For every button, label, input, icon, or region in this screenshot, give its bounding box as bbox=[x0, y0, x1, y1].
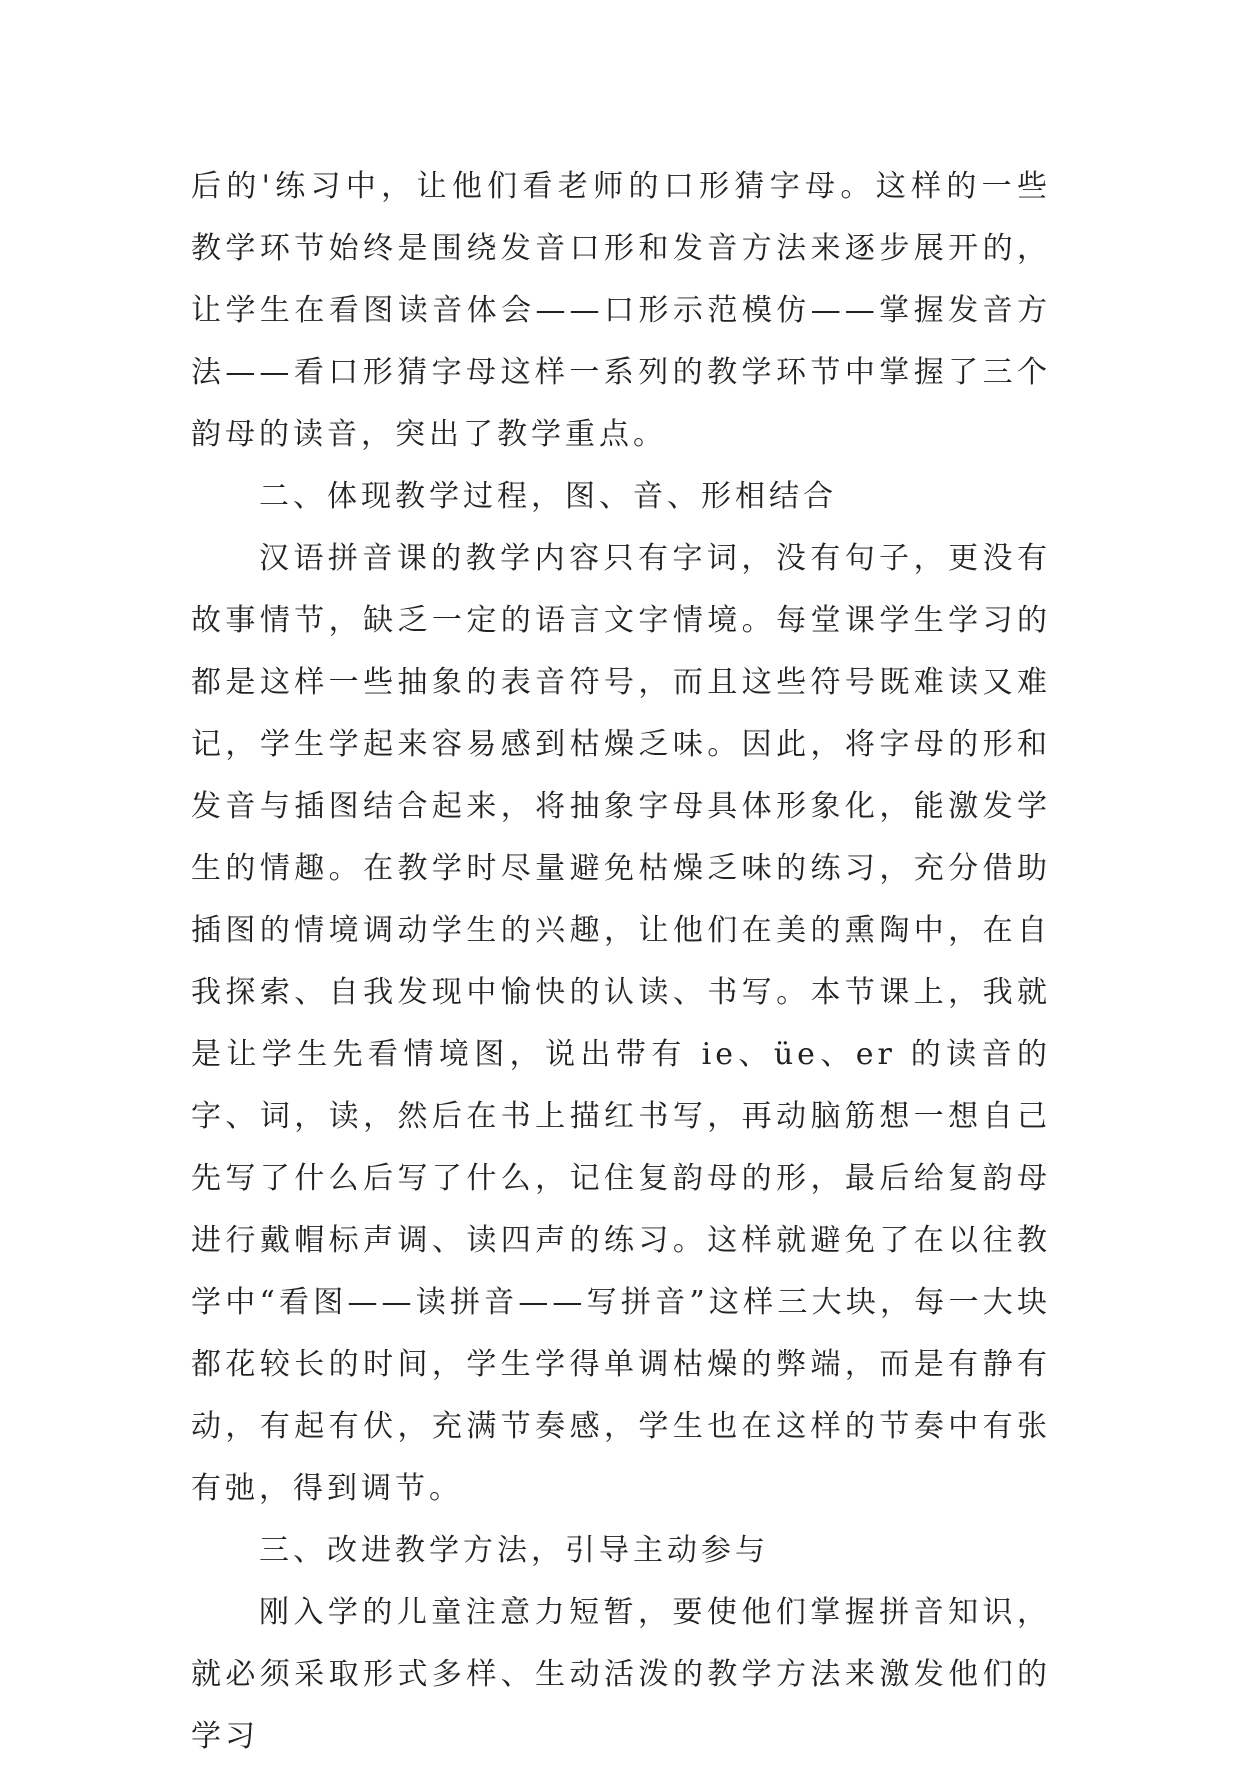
paragraph-section-3: 刚入学的儿童注意力短暂，要使他们掌握拼音知识，就必须采取形式多样、生动活泼的教学方法来激发他们的学习 bbox=[191, 1595, 1051, 1754]
section-heading-3: 三、改进教学方法，引导主动参与 bbox=[259, 1533, 769, 1568]
paragraph-continuation: 后的'练习中，让他们看老师的口形猜字母。这样的一些教学环节始终是围绕发音口形和发音方法来逐步展开的，让学生在看图读音体会——口形示范模仿——掌握发音方法——看口形猜字母这样一系列的教学环节中掌握了三个韵母的读音，突出了教学重点。 bbox=[191, 169, 1051, 452]
paragraph-section-2: 汉语拼音课的教学内容只有字词，没有句子，更没有故事情节，缺乏一定的语言文字情境。每堂课学生学习的都是这样一些抽象的表音符号，而且这些符号既难读又难记，学生学起来容易感到枯燥乏味。因此，将字母的形和发音与插图结合起来，将抽象字母具体形象化，能激发学生的情趣。在教学时尽量避免枯燥乏味的练习，充分借助插图的情境调动学生的兴趣，让他们在美的熏陶中，在自我探索、自我发现中愉快的认读、书写。本节课上，我就是让学生先看情境图，说出带有 ie、üe、er 的读音的字、词，读，然后在书上描红书写，再动脑筋想一想自己先写了什么后写了什么，记住复韵母的形，最后给复韵母进行戴帽标声调、读四声的练习。这样就避免了在以往教学中“看图——读拼音——写拼音”这样三大块，每一大块都花较长的时间，学生学得单调枯燥的弊端，而是有静有动，有起有伏，充满节奏感，学生也在这样的节奏中有张有弛，得到调节。 bbox=[191, 541, 1051, 1506]
document-body bbox=[191, 156, 1051, 1768]
section-heading-2: 二、体现教学过程，图、音、形相结合 bbox=[259, 479, 837, 514]
